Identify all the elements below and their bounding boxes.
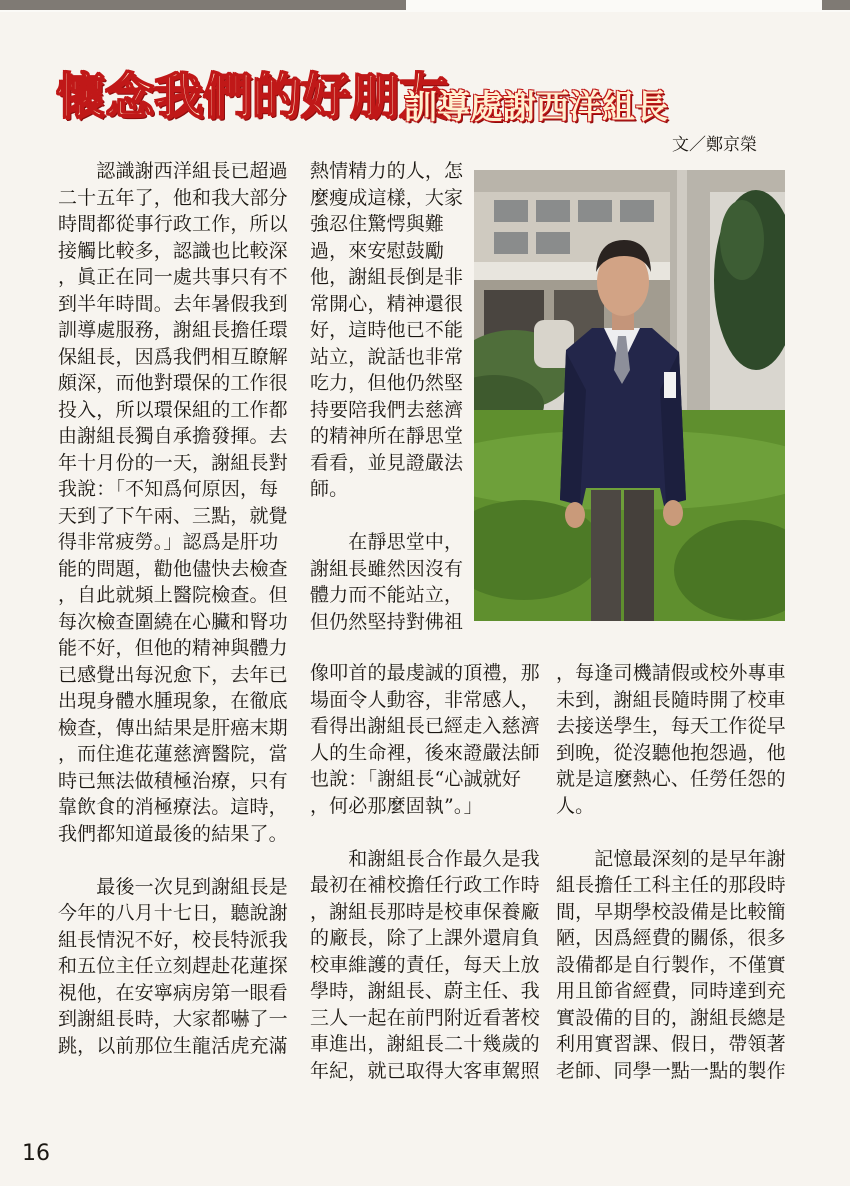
paragraph-gap (556, 819, 781, 846)
text-line: 出現身體水腫現象，在徹底 (58, 690, 288, 712)
text-line: 的精神所在靜思堂 (310, 425, 464, 447)
text-column-1 (58, 158, 290, 1059)
text-line: 頗深，而他對環保的工作很 (58, 372, 288, 394)
text-line: 像叩首的最虔誠的頂禮，那 (310, 662, 540, 684)
header-bar-left (0, 0, 406, 10)
text-line: 設備都是自行製作，不僅實 (556, 953, 786, 976)
text-line: 常開心，精神還很 (310, 292, 464, 315)
text-line: 和五位主任立刻趕赴花蓮探 (58, 955, 288, 977)
text-line: 每次檢查圍繞在心臟和腎功 (58, 610, 288, 633)
text-line: 已感覺出每況愈下，去年已 (58, 663, 288, 686)
text-line: ，謝組長那時是校車保養廠 (310, 900, 540, 923)
text-line: ，而住進花蓮慈濟醫院，當 (58, 743, 288, 765)
text-line: 投入，所以環保組的工作都 (58, 398, 288, 421)
text-line: 校車維護的責任，每天上放 (310, 953, 540, 976)
text-line: 組長擔任工科主任的那段時 (556, 874, 786, 896)
article-title: 懷念我們的好朋友 (56, 68, 449, 125)
text-line: 師。 (310, 478, 349, 500)
article-subtitle: 訓導處謝西洋組長 (404, 87, 668, 126)
text-line: 麼瘦成這樣，大家 (310, 186, 464, 209)
text-line: ，何必那麼固執”。」 (310, 794, 483, 817)
text-line: 保組長，因爲我們相互瞭解 (58, 345, 288, 368)
paragraph-gap (58, 847, 290, 874)
text-line: 人。 (556, 794, 595, 817)
text-line: 體力而不能站立， (310, 584, 464, 606)
text-line: 認識謝西洋組長已超過 (58, 160, 288, 182)
text-line: 視他，在安寧病房第一眼看 (58, 981, 288, 1004)
text-line: 間，早期學校設備是比較簡 (556, 900, 786, 923)
text-line: 車進出，謝組長二十幾歲的 (310, 1033, 540, 1055)
text-line: 看看，並見證嚴法 (310, 451, 464, 474)
text-line: ，自此就頻上醫院檢查。但 (58, 584, 288, 606)
text-line: 用且節省經費，同時達到充 (556, 980, 786, 1002)
text-column-4 (556, 660, 786, 1084)
text-line: 組長情況不好，校長特派我 (58, 928, 288, 951)
text-line: 強忍住驚愕與難 (310, 213, 445, 235)
text-column-2 (310, 158, 470, 635)
text-line: 檢查，傳出結果是肝癌末期 (58, 716, 288, 739)
text-line: 的廠長，除了上課外還肩負 (310, 927, 540, 949)
text-line: 由謝組長獨自承擔發揮。去 (58, 425, 288, 447)
text-line: 最後一次見到謝組長是 (58, 875, 288, 898)
article-byline: 文／鄭京榮 (672, 135, 757, 155)
text-line: ，每逢司機請假或校外專車 (556, 662, 786, 684)
text-line: 謝組長雖然因沒有 (310, 557, 464, 580)
text-line: 好，這時他已不能 (310, 319, 464, 341)
text-line: 記憶最深刻的是早年謝 (556, 847, 786, 870)
text-line: 學時，謝組長、蔚主任、我 (310, 980, 540, 1002)
text-line: 站立，說話也非常 (310, 345, 464, 368)
text-line: 就是這麼熱心、任勞任怨的 (556, 768, 786, 790)
text-line: 陋，因爲經費的關係，很多 (556, 927, 786, 949)
text-line: 我們都知道最後的結果了。 (58, 822, 288, 845)
text-line: 時已無法做積極治療，只有 (58, 769, 288, 792)
text-line: 今年的八月十七日，聽說謝 (58, 902, 288, 924)
text-line: 跳，以前那位生龍活虎充滿 (58, 1034, 288, 1057)
text-line: 在靜思堂中， (310, 531, 464, 553)
text-line: 老師、同學一點一點的製作 (556, 1059, 786, 1082)
page-number: 16 (22, 1141, 50, 1166)
text-line: 持要陪我們去慈濟 (310, 398, 464, 421)
text-line: 時間都從事行政工作，所以 (58, 213, 288, 235)
text-line: 人的生命裡，後來證嚴法師 (310, 741, 540, 764)
text-line: 年紀，就已取得大客車駕照 (310, 1059, 540, 1082)
text-line: 得非常疲勞。」認爲是肝功 (58, 531, 279, 553)
text-line: 到謝組長時，大家都嚇了一 (58, 1008, 288, 1030)
text-line: 能的問題，勸他儘快去檢查 (58, 557, 288, 580)
text-column-3 (310, 660, 540, 1084)
text-line: 接觸比較多，認識也比較深 (58, 239, 288, 262)
text-line: 過，來安慰鼓勵 (310, 239, 445, 262)
text-line: 我說：「不知爲何原因，每 (58, 478, 279, 500)
text-line: 熱情精力的人，怎 (310, 160, 464, 182)
text-line: 訓導處服務，謝組長擔任環 (58, 319, 288, 341)
text-line: 二十五年了，他和我大部分 (58, 186, 288, 209)
text-line: 靠飲食的消極療法。這時， (58, 796, 288, 818)
text-line: 能不好，但他的精神與體力 (58, 637, 288, 659)
paragraph-gap (310, 503, 470, 530)
portrait-photo (474, 170, 785, 621)
text-line: ，眞正在同一處共事只有不 (58, 266, 288, 288)
text-line: 但仍然堅持對佛祖 (310, 610, 464, 633)
text-line: 年十月份的一天，謝組長對 (58, 451, 288, 474)
text-line: 場面令人動容，非常感人， (310, 688, 540, 711)
text-line: 看得出謝組長已經走入慈濟 (310, 715, 540, 737)
header-bar-right (822, 0, 850, 10)
text-line: 他，謝組長倒是非 (310, 266, 464, 288)
text-line: 去接送學生，每天工作從早 (556, 715, 786, 737)
text-line: 最初在補校擔任行政工作時 (310, 874, 540, 896)
text-line: 也說：「謝組長“心誠就好 (310, 768, 522, 790)
text-line: 實設備的目的，謝組長總是 (556, 1006, 786, 1029)
paragraph-gap (310, 819, 535, 846)
text-line: 到晚，從沒聽他抱怨過，他 (556, 741, 786, 764)
text-line: 天到了下午兩、三點，就覺 (58, 504, 288, 527)
text-line: 三人一起在前門附近看著校 (310, 1006, 540, 1029)
text-line: 吃力，但他仍然堅 (310, 372, 464, 394)
text-line: 到半年時間。去年暑假我到 (58, 292, 288, 315)
text-line: 和謝組長合作最久是我 (310, 847, 540, 870)
text-line: 未到，謝組長隨時開了校車 (556, 688, 786, 711)
text-line: 利用實習課、假日，帶領著 (556, 1033, 786, 1055)
